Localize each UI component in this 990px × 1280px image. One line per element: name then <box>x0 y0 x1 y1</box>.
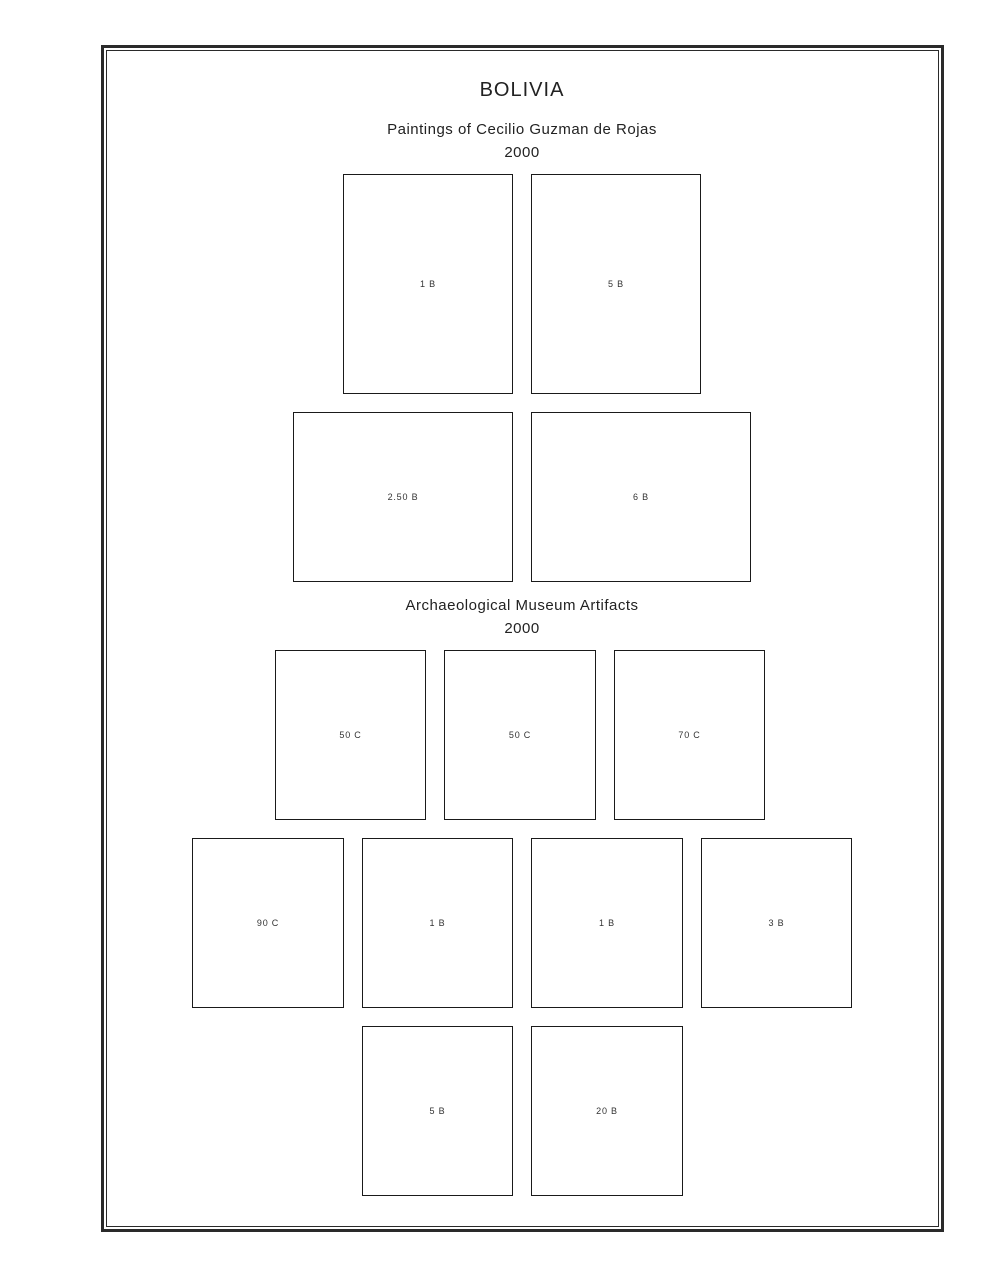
page-inner-border <box>106 50 939 1227</box>
stamp-mount <box>362 1026 513 1196</box>
stamp-denomination: 70 C <box>678 730 701 740</box>
stamp-mount <box>701 838 852 1008</box>
stamp-denomination: 50 C <box>508 730 532 740</box>
stamp-denomination: 6 B <box>633 492 649 502</box>
stamp-denomination: 50 C <box>339 730 362 740</box>
stamp-denomination: 20 B <box>596 1106 618 1116</box>
stamp-denomination: 5 B <box>429 1106 446 1116</box>
stamp-denomination: 90 C <box>256 918 280 928</box>
stamp-mount <box>362 838 513 1008</box>
stamp-denomination: 1 B <box>429 918 446 928</box>
set-title-artifacts: Archaeological Museum Artifacts <box>405 597 639 614</box>
stamp-mount <box>614 650 765 820</box>
set-year-artifacts: 2000 <box>504 620 540 637</box>
set-year-paintings: 2000 <box>504 144 540 161</box>
stamp-mount <box>531 1026 683 1196</box>
stamp-mount <box>192 838 344 1008</box>
stamp-mount <box>293 412 513 582</box>
stamp-mount <box>531 838 683 1008</box>
stamp-denomination: 1 B <box>420 279 436 289</box>
stamp-mount <box>343 174 513 394</box>
stamp-denomination: 3 B <box>768 918 785 928</box>
stamp-denomination: 5 B <box>608 279 624 289</box>
stamp-denomination: 2.50 B <box>387 492 419 502</box>
stamp-mount <box>531 412 751 582</box>
stamp-mount <box>531 174 701 394</box>
stamp-denomination: 1 B <box>599 918 615 928</box>
stamp-mount <box>444 650 596 820</box>
stamp-mount <box>275 650 426 820</box>
set-title-paintings: Paintings of Cecilio Guzman de Rojas <box>387 121 657 138</box>
country-title: BOLIVIA <box>479 79 565 101</box>
